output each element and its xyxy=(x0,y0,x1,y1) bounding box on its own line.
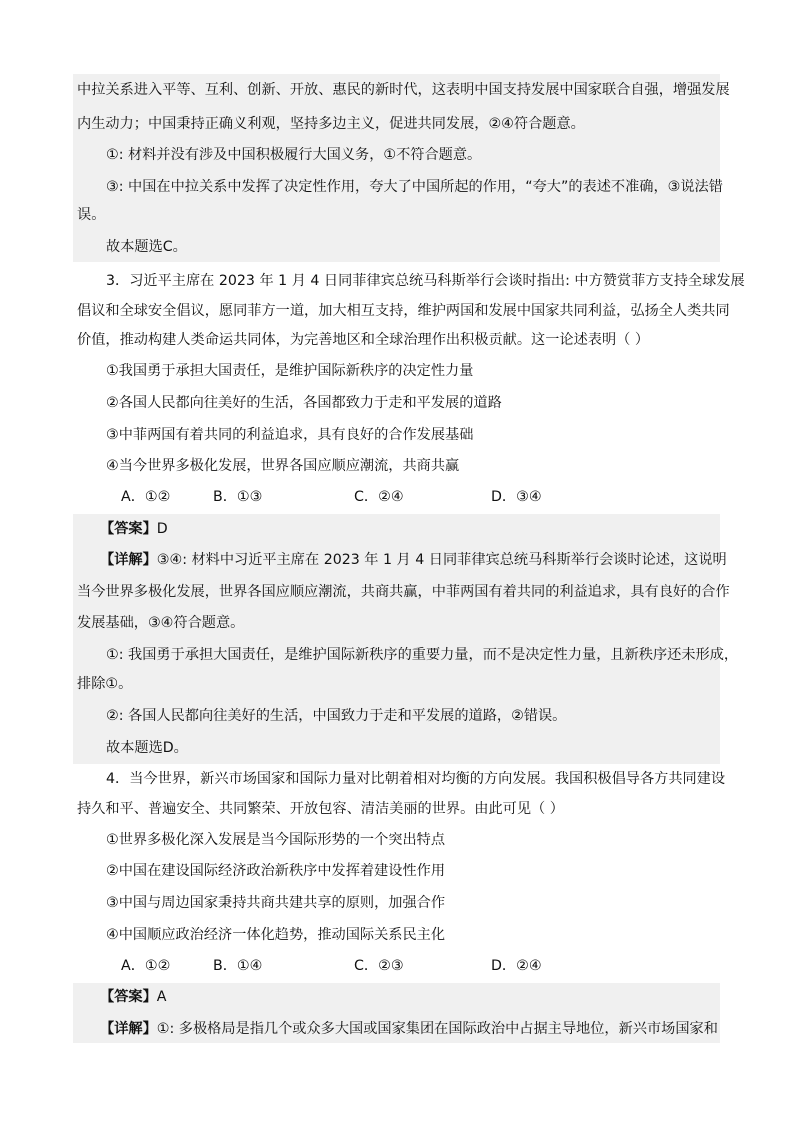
question-3-stem: 价值，推动构建人类命运共同体，为完善地区和全球治理作出积极贡献。这一论述表明（ ） xyxy=(77,332,650,348)
question-4-statement: ②中国在建设国际经济政治新秩序中发挥着建设性作用 xyxy=(106,863,446,879)
text-line: 故本题选C。 xyxy=(106,239,187,255)
question-3-statement: ④当今世界多极化发展，世界各国应顺应潮流，共商共赢 xyxy=(106,458,460,474)
question-4-answer xyxy=(100,987,166,1007)
text-line: 内生动力；中国秉持正确义利观，坚持多边主义，促进共同发展，②④符合题意。 xyxy=(77,116,585,132)
question-3-option-c: C．②④ xyxy=(354,489,404,505)
answer-value: A xyxy=(156,989,167,1005)
question-4-statement: ①世界多极化深入发展是当今国际形势的一个突出特点 xyxy=(106,832,446,848)
question-3-statement: ①我国勇于承担大国责任，是维护国际新秩序的决定性力量 xyxy=(106,363,474,379)
question-4-statement: ③中国与周边国家秉持共商共建共享的原则，加强合作 xyxy=(106,895,446,911)
detail-label: 【详解】 xyxy=(100,552,157,568)
text-line: 中拉关系进入平等、互利、创新、开放、惠民的新时代，这表明中国支持发展中国家联合自强，增强发展 xyxy=(77,82,730,98)
question-3-detail: 故本题选D。 xyxy=(106,740,188,756)
question-3-detail xyxy=(100,550,750,570)
answer-label: 【答案】 xyxy=(100,989,157,1005)
text-line: ③: 中国在中拉关系中发挥了决定性作用，夸大了中国所起的作用，“夸大”的表述不准确，③说法错 xyxy=(106,179,723,195)
question-3-option-a: A．①② xyxy=(121,489,171,505)
question-4-option-a: A．①② xyxy=(121,958,171,974)
explanation-shade-top xyxy=(73,74,720,262)
detail-label: 【详解】 xyxy=(100,1021,157,1037)
text-line: 误。 xyxy=(77,207,106,223)
question-4-stem: 4．当今世界，新兴市场国家和国际力量对比朝着相对均衡的方向发展。我国积极倡导各方共同建设 xyxy=(106,771,726,787)
detail-text: ①: 多极格局是指几个或众多大国或国家集团在国际政治中占据主导地位，新兴市场国家和 xyxy=(156,1021,718,1037)
question-4-statement: ④中国顺应政治经济一体化趋势，推动国际关系民主化 xyxy=(106,927,446,943)
answer-value: D xyxy=(156,521,168,537)
question-3-stem: 3．习近平主席在 2023 年 1 月 4 日同菲律宾总统马科斯举行会谈时指出: 中方赞赏菲方支持全球发展 xyxy=(106,273,745,289)
question-4-option-c: C．②③ xyxy=(354,958,404,974)
question-3-stem: 倡议和全球安全倡议，愿同菲方一道，加大相互支持，维护两国和发展中国家共同利益，弘扬全人类共同 xyxy=(77,303,730,319)
text-line: ①: 材料并没有涉及中国积极履行大国义务，①不符合题意。 xyxy=(106,147,482,163)
question-4-detail xyxy=(100,1019,750,1039)
question-3-option-b: B．①③ xyxy=(213,489,263,505)
question-3-answer xyxy=(100,519,168,539)
question-3-option-d: D．③④ xyxy=(491,489,542,505)
question-3-detail: 当今世界多极化发展，世界各国应顺应潮流，共商共赢，中菲两国有着共同的利益追求，具有良好的合作 xyxy=(77,584,730,600)
question-3-statement: ③中菲两国有着共同的利益追求，具有良好的合作发展基础 xyxy=(106,427,474,443)
question-3-detail: ①: 我国勇于承担大国责任，是维护国际新秩序的重要力量，而不是决定性力量，且新秩序还未形成， xyxy=(106,647,739,663)
question-3-detail: 排除①。 xyxy=(77,676,133,692)
detail-text: ③④: 材料中习近平主席在 2023 年 1 月 4 日同菲律宾总统马科斯举行会谈时论述，这说明 xyxy=(156,552,727,568)
question-3-detail: 发展基础，③④符合题意。 xyxy=(77,615,245,631)
question-4-option-b: B．①④ xyxy=(213,958,263,974)
question-4-stem: 持久和平、普遍安全、共同繁荣、开放包容、清洁美丽的世界。由此可见（ ） xyxy=(77,801,564,817)
answer-label: 【答案】 xyxy=(100,521,157,537)
question-4-option-d: D．②④ xyxy=(491,958,542,974)
question-3-detail: ②: 各国人民都向往美好的生活，中国致力于走和平发展的道路，②错误。 xyxy=(106,708,567,724)
question-3-statement: ②各国人民都向往美好的生活，各国都致力于走和平发展的道路 xyxy=(106,395,502,411)
